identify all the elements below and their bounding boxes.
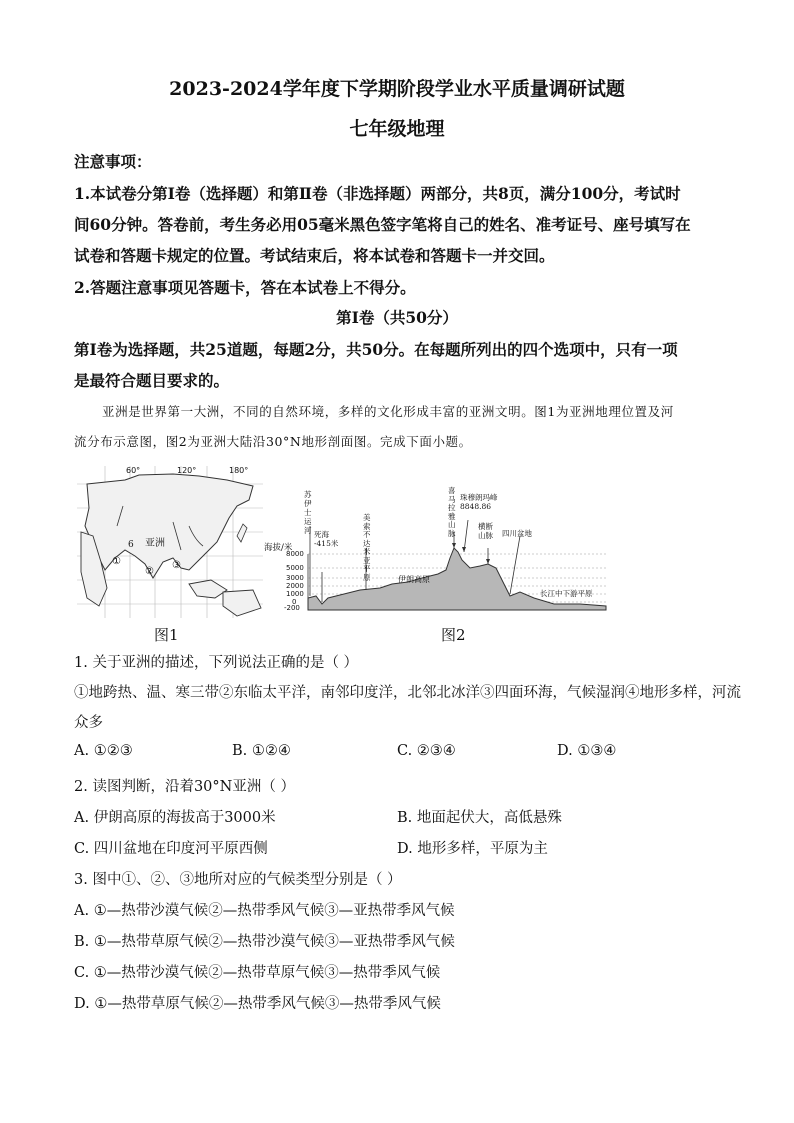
option-a: A. ①—热带沙漠气候②—热带季风气候③—亚热带季风气候 xyxy=(74,903,455,919)
label-hengduan: 横断山脉 xyxy=(478,522,493,540)
figure1-map xyxy=(77,466,263,618)
option-c: C. ①—热带沙漠气候②—热带草原气候③—热带季风气候 xyxy=(74,965,441,981)
option-a: A. 伊朗高原的海拔高于3000米 xyxy=(74,810,276,826)
exam-title: 2023-2024学年度下学期阶段学业水平质量调研试题 xyxy=(169,78,625,100)
notice-heading: 注意事项： xyxy=(74,152,152,171)
option-b: B. 地面起伏大，高低悬殊 xyxy=(397,810,562,826)
exam-subtitle: 七年级地理 xyxy=(349,118,445,140)
label-iran-plateau: 伊朗高原 xyxy=(398,575,430,584)
label-everest: 珠穆朗玛峰 8848.86 xyxy=(460,493,498,511)
lon-label: 180° xyxy=(229,466,249,475)
option-b: B. ①—热带草原气候②—热带沙漠气候③—亚热带季风气候 xyxy=(74,934,455,950)
y-tick: 5000 xyxy=(286,564,304,572)
question-stem: 1. 关于亚洲的描述，下列说法正确的是（ ） xyxy=(74,655,359,671)
lon-label: 120° xyxy=(177,466,197,475)
section-instructions: 第Ⅰ卷为选择题，共25道题，每题2分，共50分。在每题所列出的四个选项中，只有一项 xyxy=(74,340,678,359)
label-himalaya: 喜马拉雅山脉 xyxy=(448,486,456,538)
y-tick: -200 xyxy=(284,604,300,612)
figure2-caption: 图2 xyxy=(441,626,466,644)
question-statements: 众多 xyxy=(74,715,103,731)
option-c: C. 四川盆地在印度河平原西侧 xyxy=(74,841,268,857)
intro-line: 流分布示意图，图2为亚洲大陆沿30°N地形剖面图。完成下面小题。 xyxy=(74,434,472,449)
option-d: D. ①③④ xyxy=(557,743,617,759)
section-heading: 第Ⅰ卷（共50分） xyxy=(336,308,458,327)
option-a: A. ①②③ xyxy=(74,743,133,759)
map-marker: ② xyxy=(145,566,154,577)
notice-line: 试卷和答题卡规定的位置。考试结束后，将本试卷和答题卡一并交回。 xyxy=(74,246,555,265)
figure1-caption: 图1 xyxy=(154,626,179,644)
option-d: D. ①—热带草原气候②—热带季风气候③—热带季风气候 xyxy=(74,996,441,1012)
question-stem: 3. 图中①、②、③地所对应的气候类型分别是（ ） xyxy=(74,872,402,888)
notice-line: 2.答题注意事项见答题卡，答在本试卷上不得分。 xyxy=(74,278,416,297)
section-instructions: 是最符合题目要求的。 xyxy=(74,371,230,390)
label-suez-canal: 苏伊士运河 xyxy=(304,490,312,535)
y-tick: 0 xyxy=(292,598,297,606)
option-d: D. 地形多样，平原为主 xyxy=(397,841,548,857)
label-dead-sea: 死海 -415米 xyxy=(314,530,339,548)
map-marker: ③ xyxy=(172,560,181,571)
option-c: C. ②③④ xyxy=(397,743,456,759)
question-statements: ①地跨热、温、寒三带②东临太平洋，南邻印度洋，北邻北冰洋③四面环海，气候湿润④地形多样，河流 xyxy=(74,685,741,701)
label-mesopotamia: 美索不达米亚平原 xyxy=(363,513,371,582)
intro-line: 亚洲是世界第一大洲，不同的自然环境，多样的文化形成丰富的亚洲文明。图1为亚洲地理位置及河 xyxy=(102,404,674,419)
question-stem: 2. 读图判断，沿着30°N亚洲（ ） xyxy=(74,779,295,795)
y-tick: 8000 xyxy=(286,550,304,558)
label-yangtze-plain: 长江中下游平原 xyxy=(540,589,593,598)
label-sichuan-basin: 四川盆地 xyxy=(502,529,532,538)
lon-label: 60° xyxy=(126,466,141,475)
region-label-asia: 亚洲 xyxy=(145,538,165,549)
y-tick: 2000 xyxy=(286,582,304,590)
notice-line: 间60分钟。答卷前，考生务必用05毫米黑色签字笔将自己的姓名、准考证号、座号填写在 xyxy=(74,215,691,234)
map-marker: ① xyxy=(112,556,121,567)
y-tick: 3000 xyxy=(286,574,304,582)
y-axis-title: 海拔/米 xyxy=(264,543,293,553)
map-marker: 6 xyxy=(128,540,134,550)
option-b: B. ①②④ xyxy=(232,743,291,759)
y-tick: 1000 xyxy=(286,590,304,598)
notice-line: 1.本试卷分第Ⅰ卷（选择题）和第Ⅱ卷（非选择题）两部分，共8页，满分100分，考试时 xyxy=(74,184,681,203)
